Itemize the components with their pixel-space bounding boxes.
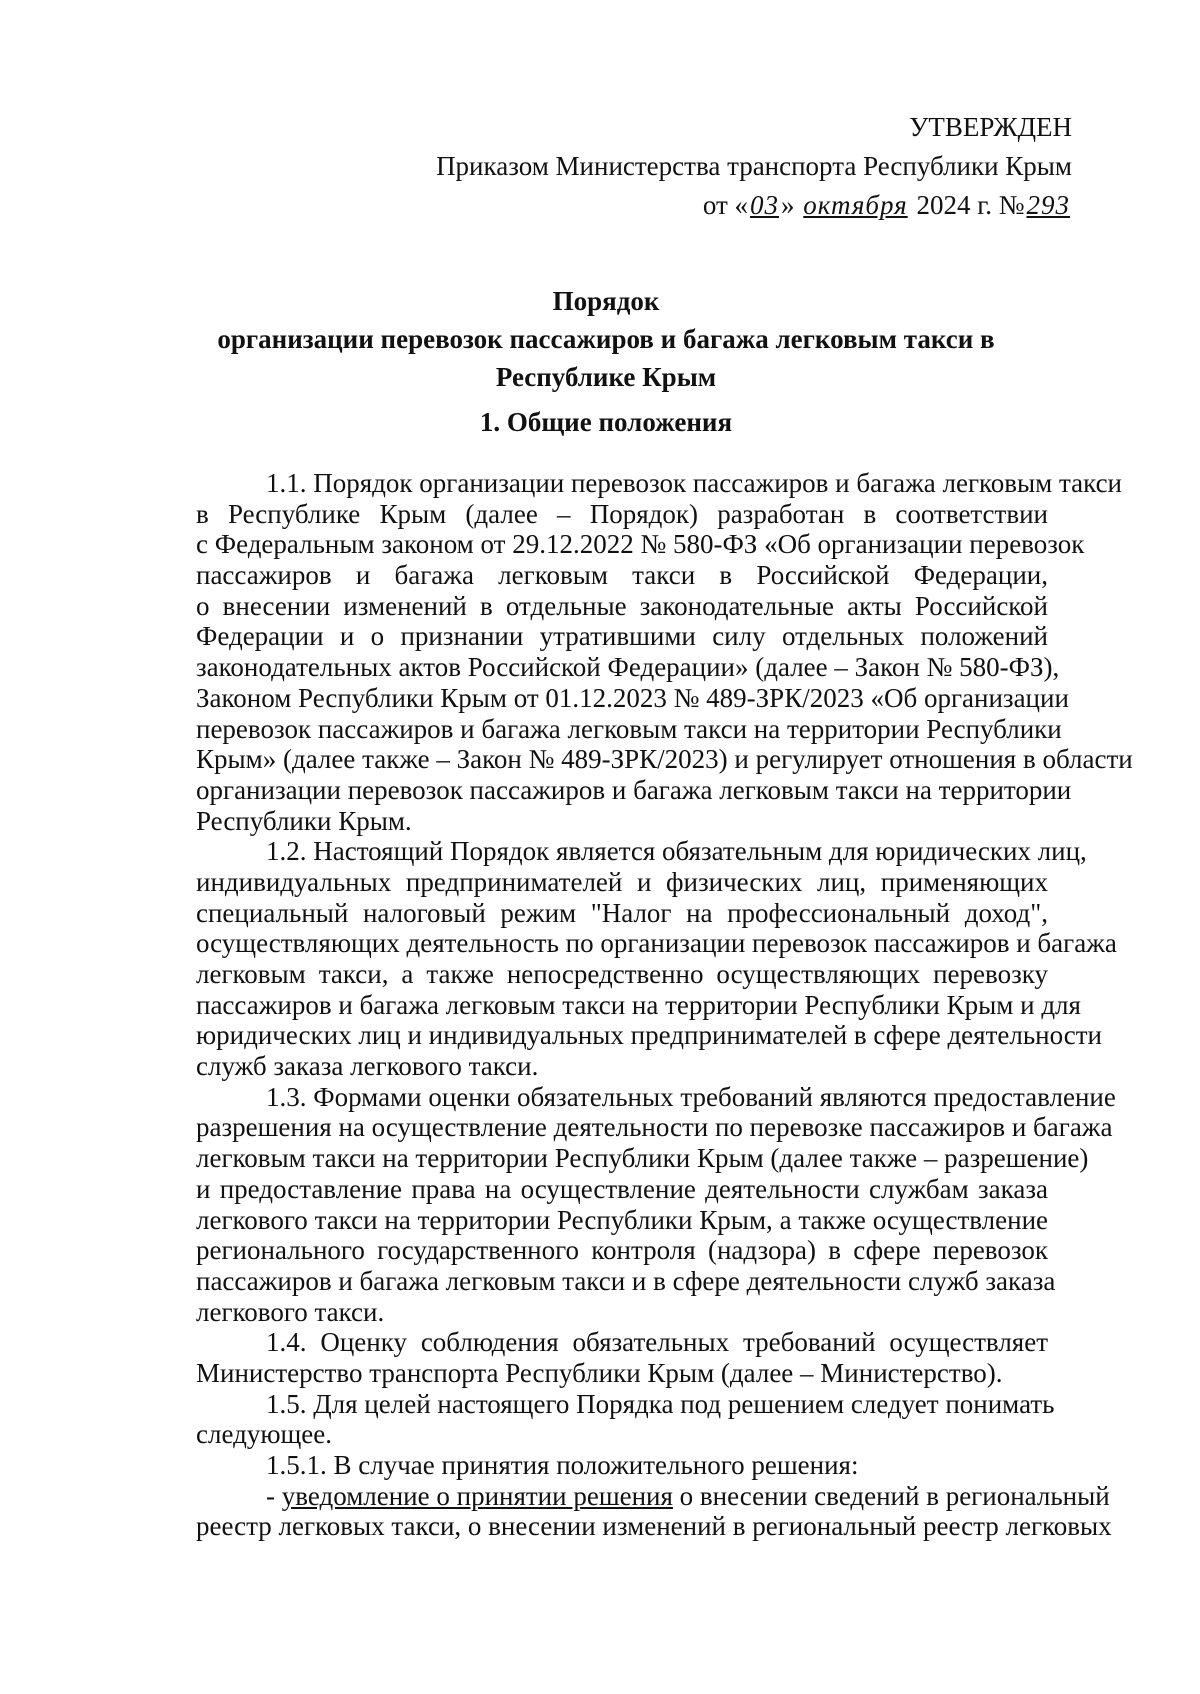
underlined-phrase: уведомление о принятии решения bbox=[281, 1480, 673, 1511]
text-line: 1.4. Оценку соблюдения обязательных требований осуществляет bbox=[266, 1327, 1048, 1358]
text-line: перевозок пассажиров и багажа легковым такси на территории Республики bbox=[196, 713, 1062, 744]
text-line bbox=[196, 1480, 1110, 1512]
text-line: пассажиров и багажа легковым такси и в сфере деятельности служб заказа bbox=[196, 1265, 1056, 1296]
text-line: Законом Республики Крым от 01.12.2023 № 489-ЗРК/2023 «Об организации bbox=[196, 682, 1069, 713]
text-line: Министерство транспорта Республики Крым (далее – Министерство). bbox=[196, 1357, 1003, 1388]
text-line: служб заказа легкового такси. bbox=[196, 1051, 539, 1082]
title-line-3: Республике Крым bbox=[495, 362, 717, 392]
text-line: осуществляющих деятельность по организации перевозок пассажиров и багажа bbox=[196, 928, 1117, 959]
handwritten-number: 293 bbox=[1026, 190, 1070, 220]
handwritten-day: 03 bbox=[750, 190, 780, 220]
text-line: разрешения на осуществление деятельности по перевозке пассажиров и багажа bbox=[196, 1112, 1113, 1143]
text-line: реестр легковых такси, о внесении изменений в региональный реестр легковых bbox=[196, 1511, 1112, 1542]
text-line: 1.2. Настоящий Порядок является обязательным для юридических лиц, bbox=[266, 836, 1087, 867]
text-line: легковым такси, а также непосредственно осуществляющих перевозку bbox=[196, 959, 1048, 989]
text-line: в Республике Крым (далее – Порядок) разработан в соответствии bbox=[196, 498, 1048, 529]
text-line: организации перевозок пассажиров и багажа легковым такси на территории bbox=[196, 774, 1072, 805]
text-line: индивидуальных предпринимателей и физических лиц, применяющих bbox=[196, 866, 1048, 897]
approval-order: Приказом Министерства транспорта Республики Крым bbox=[436, 151, 1072, 181]
text-line: 1.3. Формами оценки обязательных требований являются предоставление bbox=[266, 1081, 1116, 1112]
text-line: легкового такси. bbox=[196, 1296, 385, 1327]
text-line: Республики Крым. bbox=[196, 805, 412, 836]
text-line: о внесении изменений в отдельные законодательные акты Российской bbox=[196, 590, 1048, 621]
title-line-1: Порядок bbox=[552, 286, 660, 316]
approval-block bbox=[436, 108, 1072, 225]
text-line: 1.5.1. В случае принятия положительного решения: bbox=[266, 1450, 859, 1480]
document-body bbox=[196, 468, 1133, 1542]
date-year: 2024 г. № bbox=[909, 190, 1025, 220]
text-line: юридических лиц и индивидуальных предпринимателей в сфере деятельности bbox=[196, 1020, 1103, 1051]
document-title bbox=[180, 282, 1032, 396]
dash: - bbox=[266, 1480, 282, 1511]
title-line-2: организации перевозок пассажиров и багажа легковым такси в bbox=[217, 324, 995, 354]
text-line: с Федеральным законом от 29.12.2022 № 580-ФЗ «Об организации перевозок bbox=[196, 529, 1085, 560]
text-line: легковым такси на территории Республики Крым (далее также – разрешение) bbox=[196, 1143, 1089, 1174]
text-line: 1.5. Для целей настоящего Порядка под решением следует понимать bbox=[266, 1388, 1055, 1419]
text-line: следующее. bbox=[196, 1419, 333, 1450]
approval-heading: УТВЕРЖДЕН bbox=[909, 112, 1072, 142]
approval-date bbox=[436, 186, 1072, 225]
text-line: пассажиров и багажа легковым такси в Российской Федерации, bbox=[196, 560, 1048, 591]
text-line: Федерации и о признании утратившими силу отдельных положений bbox=[196, 621, 1048, 652]
text-line: регионального государственного контроля (надзора) в сфере перевозок bbox=[196, 1235, 1048, 1266]
text-line: Крым» (далее также – Закон № 489-ЗРК/2023) и регулирует отношения в области bbox=[196, 744, 1133, 775]
line-rest: о внесении сведений в региональный bbox=[679, 1480, 1110, 1511]
text-line: легкового такси на территории Республики Крым, а также осуществление bbox=[196, 1204, 1048, 1235]
text-line: специальный налоговый режим "Налог на профессиональный доход", bbox=[196, 897, 1048, 928]
text-line: и предоставление права на осуществление деятельности службам заказа bbox=[196, 1173, 1048, 1204]
text-line: 1.1. Порядок организации перевозок пассажиров и багажа легковым такси bbox=[266, 468, 1123, 498]
section-heading: 1. Общие положения bbox=[479, 407, 733, 437]
date-mid: » bbox=[781, 190, 802, 220]
text-line: законодательных актов Российской Федерации» (далее – Закон № 580-ФЗ), bbox=[196, 652, 1060, 683]
date-prefix: от « bbox=[702, 190, 749, 220]
handwritten-month: октября bbox=[803, 190, 908, 220]
text-line: пассажиров и багажа легковым такси на территории Республики Крым и для bbox=[196, 989, 1081, 1020]
